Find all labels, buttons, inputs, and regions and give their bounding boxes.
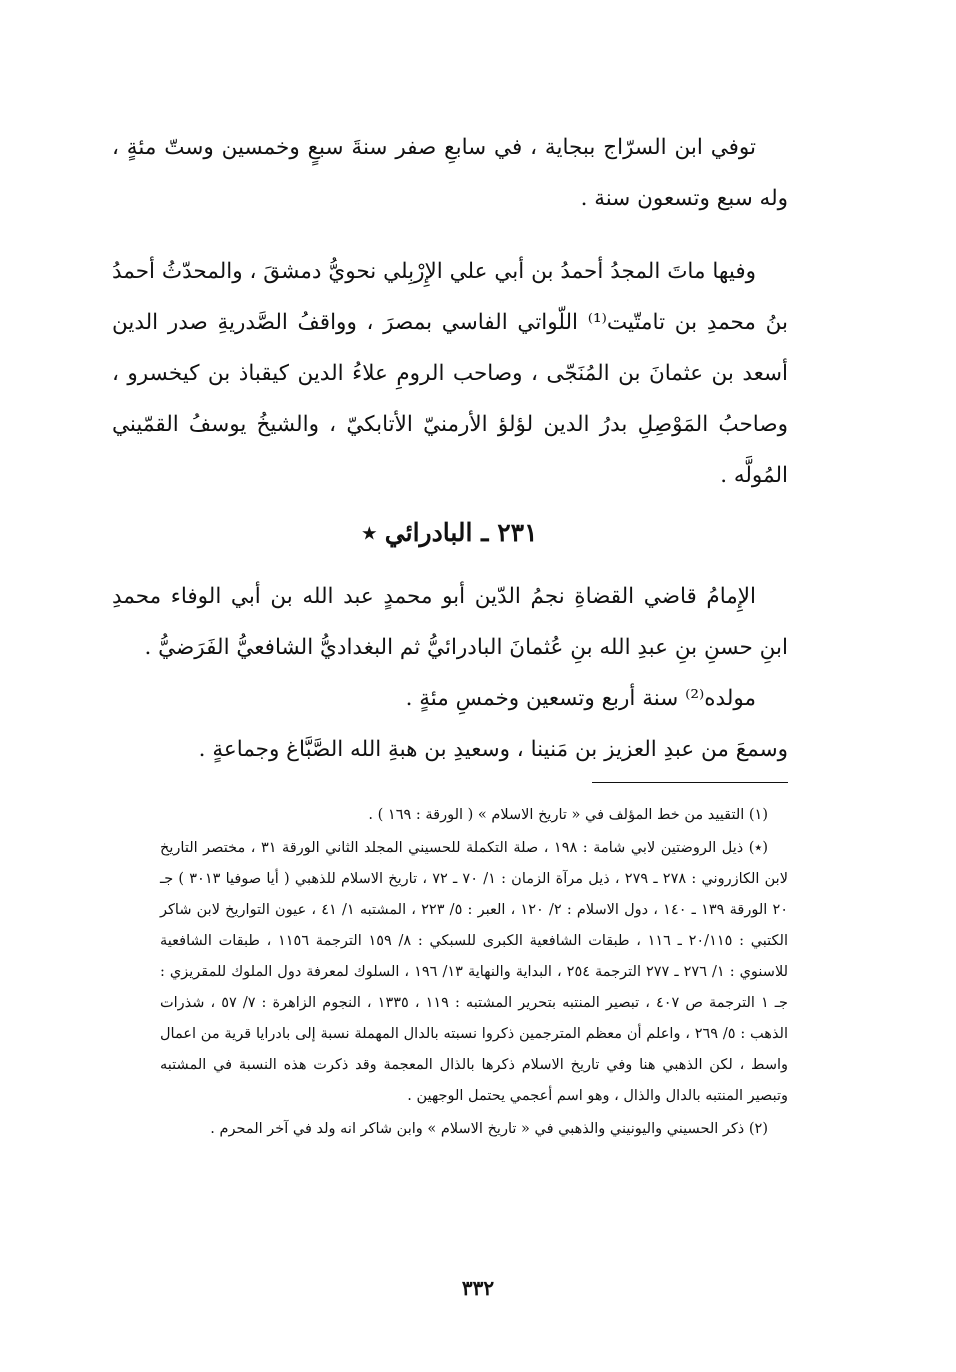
biography-heading: ٢٣١ ـ البادرائي ٭ — [362, 518, 538, 547]
paragraph-deaths-list: وفيها ماتَ المجدُ أحمدُ بن أبي علي الإِرْبِلي نحويُّ دمشقَ ، والمحدّثُ أحمدُ بنُ محمدِ بن تامتّيت⁽¹⁾ اللّواتي الفاسي بمصرَ ، وواقفُ الصَّدريةِ صدر الدين أسعد بن عثمانَ بن المُنَجّى ، وصاحب الرومِ علاءُ الدين كيقباذ بن كيخسرو ، وصاحبُ المَوْصِلِ بدرُ الدين لؤلؤ الأرمنيّ الأتابكيّ ، والشيخُ يوسفُ القمّيني المُولَّه . — [112, 259, 789, 488]
paragraph-teachers: وسمعَ من عبدِ العزيز بن مَنينا ، وسعيدِ بن هبةِ الله الصَّبَّاغ وجماعةٍ . — [198, 737, 788, 762]
paragraph-birth: مولده⁽²⁾ سنة أربع وتسعين وخمسِ مئةٍ . — [405, 686, 756, 711]
main-text — [112, 122, 788, 775]
footnote-1: (١) التقييد من خط المؤلف في « تاريخ الاسلام » ( الورقة : ١٦٩ ) . — [368, 807, 768, 823]
footnote-star: (٭) ذيل الروضتين لابي شامة : ١٩٨ ، صلة التكملة للحسيني المجلد الثاني الورقة ٣١ ، مختصر التاريخ لابن الكازروني : ٢٧٨ ـ ٢٧٩ ، ذيل مرآة الزمان : ١/ ٧٠ ـ ٧٢ ، تاريخ الاسلام للذهبي ( أيا صوفيا ٣٠١٣ ) جـ ٢٠ الورقة ١٣٩ ـ ١٤٠ ، دول الاسلام : ٢/ ١٢٠ ، العبر : ٥/ ٢٢٣ ، المشتبه ١/ ٤١ ، عيون التواريخ لابن شاكر الكتبي : ٢٠/١١٥ ـ ١١٦ ، طبقات الشافعية الكبرى للسبكي : ٨/ ١٥٩ الترجمة ١١٥٦ ، طبقات الشافعية للاسنوي : ١/ ٢٧٦ ـ ٢٧٧ الترجمة ٢٥٤ ، البداية والنهاية ١٣/ ١٩٦ ، السلوك لمعرفة دول الملوك للمقريزي : جـ ١ الترجمة ص ٤٠٧ ، تبصير المنتبه بتحرير المشتبه : ١١٩ ، ١٣٣٥ ، النجوم الزاهرة : ٧/ ٥٧ ، شذرات الذهب : ٥/ ٢٦٩ ، واعلم أن معظم المترجمين ذكروا نسبته بالدال المهملة نسبة إلى بادرايا قرية من اعمال واسط ، لكن الذهبي هنا وفي تاريخ الاسلام ذكرها بالذال المعجمة وقد ذكرت هذه النسبة في المشتبه وتبصير المنتبه بالدال والذال ، وهو اسم أعجمي يحتمل الوجهين . — [160, 840, 789, 1104]
footnote-divider — [592, 782, 788, 783]
page-number: ٣٣٢ — [461, 1276, 495, 1300]
footnote-2: (٢) ذكر الحسيني واليونيني والذهبي في « تاريخ الاسلام » وابن شاكر انه ولد في آخر المحرم . — [210, 1121, 768, 1137]
footnotes — [160, 800, 788, 1145]
paragraph-name-lineage: الإِمامُ قاضي القضاةِ نجمُ الدّين أبو محمدٍ عبد الله بن أبي الوفاء محمدِ ابنِ حسنِ بنِ عبدِ الله بنِ عُثمانَ البادرائيُّ ثم البغداديُّ الشافعيُّ الفَرَضيُّ . — [112, 584, 788, 660]
paragraph-death-ibn-sarraj: توفي ابن السرّاج ببجاية ، في سابعِ صفر سنةَ سبعٍ وخمسين وستّ مئةٍ ، وله سبع وتسعون سنة . — [112, 135, 788, 211]
